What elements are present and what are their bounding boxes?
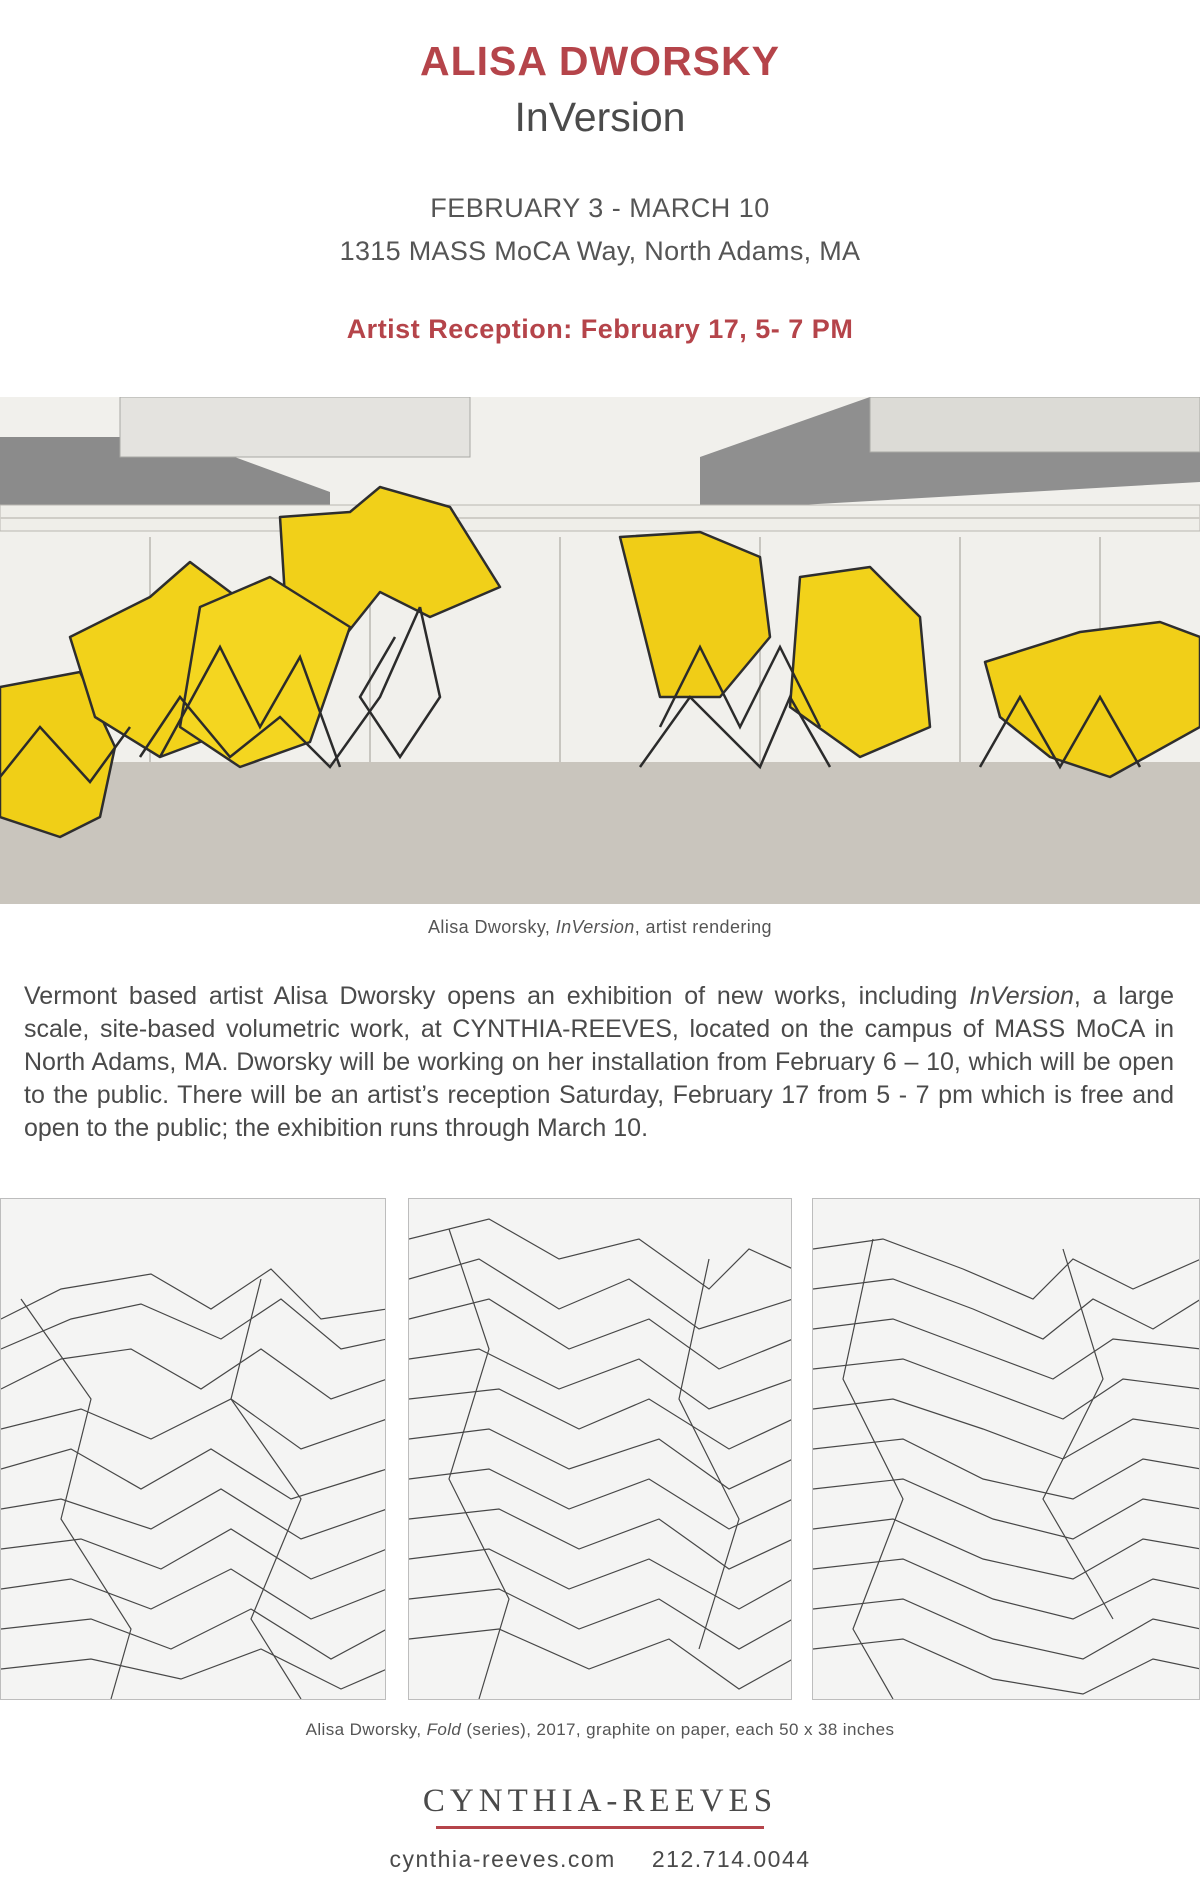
artist-name: ALISA DWORSKY [420, 38, 780, 84]
logo-underline [436, 1826, 764, 1829]
rendering-caption [0, 917, 1200, 938]
description-text: Vermont based artist Alisa Dworsky opens an exhibition of new works, including [24, 982, 970, 1010]
caption-work-title: Fold [426, 1720, 462, 1739]
caption-text: , artist rendering [634, 917, 772, 937]
artist-reception: Artist Reception: February 17, 5- 7 PM [346, 314, 854, 344]
gallery-contact [0, 1846, 1200, 1873]
gallery-website-link[interactable]: cynthia-reeves.com [389, 1846, 616, 1872]
exhibition-title: InVersion [514, 94, 686, 140]
exhibition-dates: FEBRUARY 3 - MARCH 10 [430, 193, 770, 223]
caption-text: Alisa Dworsky, [305, 1720, 427, 1739]
description-work-title: InVersion [969, 982, 1074, 1010]
inversion-rendering-image [0, 397, 1200, 904]
drawings-caption [0, 1720, 1200, 1740]
fold-drawing-2 [408, 1198, 792, 1700]
caption-work-title: InVersion [555, 917, 635, 937]
fold-drawing-1 [0, 1198, 386, 1700]
caption-text: Alisa Dworsky, [428, 917, 556, 937]
exhibition-description [24, 980, 1174, 1145]
fold-drawing-3 [812, 1198, 1200, 1700]
gallery-address: 1315 MASS MoCA Way, North Adams, MA [339, 236, 861, 266]
caption-text: (series), 2017, graphite on paper, each 50 x 38 inches [461, 1720, 895, 1739]
description-text: , a large scale, site-based volumetric work, at CYNTHIA-REEVES, located on the campus of MASS MoCA in North Adams, MA. Dworsky will be working on her installation from February 6 – 10, which will be open to the public. There will be an artist’s reception Saturday, February 17 from 5 - 7 pm which is free and open to the public; the exhibition runs through March 10. [24, 982, 1174, 1142]
gallery-logo[interactable]: CYNTHIA-REEVES [422, 1783, 778, 1819]
gallery-phone-link[interactable]: 212.714.0044 [651, 1846, 811, 1872]
